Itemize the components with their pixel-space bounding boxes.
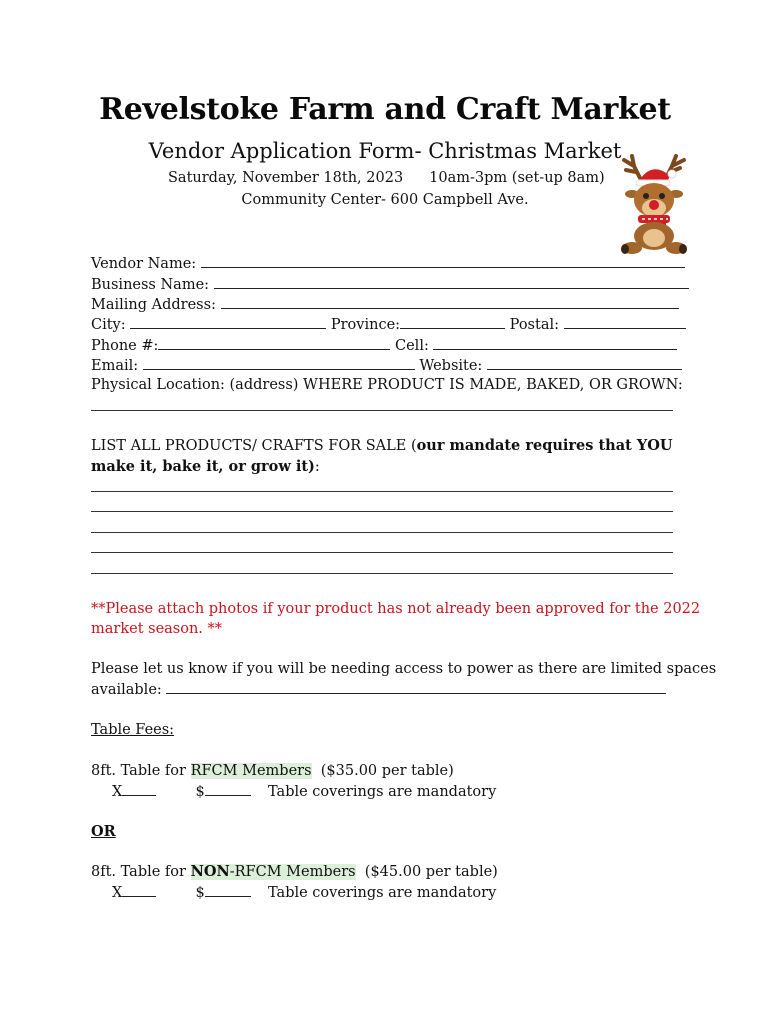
physical-location-label: Physical Location: (address) WHERE PRODUCT IS MADE, BAKED, OR GROWN: — [91, 377, 683, 393]
product-line-4[interactable] — [91, 552, 673, 553]
city-province-postal-row — [91, 314, 686, 335]
vendor-name-label: Vendor Name: — [91, 256, 197, 272]
email-blank[interactable] — [143, 355, 415, 370]
power-question-line-1: Please let us know if you will be needing access to power as there are limited spaces — [91, 661, 717, 677]
business-name-label: Business Name: — [91, 277, 210, 293]
member-quantity-blank[interactable] — [122, 781, 156, 796]
email-website-row — [91, 355, 682, 376]
table-fees-heading: Table Fees: — [91, 722, 175, 738]
non-member-dollar-label: $ — [195, 885, 205, 901]
mailing-address-blank[interactable] — [221, 294, 679, 309]
mailing-address-field[interactable] — [91, 294, 679, 315]
reindeer-icon — [612, 152, 698, 258]
vendor-name-blank[interactable] — [201, 253, 685, 268]
member-amount-blank[interactable] — [205, 781, 251, 796]
non-member-quantity-label: X — [112, 885, 123, 901]
power-available-label: available: — [91, 682, 162, 698]
business-name-blank[interactable] — [214, 274, 689, 289]
form-subtitle: Vendor Application Form- Christmas Market — [148, 139, 622, 163]
non-member-coverings-note: Table coverings are mandatory — [268, 885, 497, 901]
or-separator: OR — [91, 823, 116, 840]
product-line-1[interactable] — [91, 491, 673, 492]
product-line-2[interactable] — [91, 511, 673, 512]
non-member-table-prefix: 8ft. Table for — [91, 864, 191, 880]
vendor-name-field[interactable] — [91, 253, 685, 274]
postal-blank[interactable] — [564, 314, 686, 329]
non-member-table-line — [91, 862, 498, 882]
website-label: Website: — [419, 358, 483, 374]
product-line-5[interactable] — [91, 573, 673, 574]
photo-note-line-1: **Please attach photos if your product has not already been approved for the 2022 — [91, 601, 701, 617]
power-blank[interactable] — [166, 679, 666, 694]
phone-cell-row — [91, 335, 677, 356]
website-blank[interactable] — [487, 355, 682, 370]
products-label-line-1 — [91, 436, 672, 456]
power-question-line-2 — [91, 679, 666, 700]
product-line-3[interactable] — [91, 532, 673, 533]
non-member-price: ($45.00 per table) — [364, 864, 498, 880]
products-label-line-2 — [91, 457, 320, 477]
member-table-prefix: 8ft. Table for — [91, 763, 191, 779]
products-label-start: LIST ALL PRODUCTS/ CRAFTS FOR SALE ( — [91, 438, 417, 454]
postal-label: Postal: — [509, 317, 559, 333]
event-date: Saturday, November 18th, 2023 — [168, 170, 404, 186]
event-location: Community Center- 600 Campbell Ave. — [241, 192, 529, 208]
products-mandate-2: make it, bake it, or grow it) — [91, 458, 315, 475]
non-member-highlight-rest: -RFCM Members — [229, 864, 356, 880]
cell-blank[interactable] — [433, 335, 677, 350]
products-mandate-1: our mandate requires that YOU — [416, 437, 673, 454]
province-blank[interactable] — [400, 314, 505, 329]
province-label: Province: — [330, 317, 401, 333]
event-dateline — [168, 170, 605, 186]
member-quantity-label: X — [112, 784, 123, 800]
email-label: Email: — [91, 358, 139, 374]
member-dollar-label: $ — [195, 784, 205, 800]
event-time: 10am-3pm (set-up 8am) — [429, 170, 605, 186]
member-order-row — [112, 781, 496, 802]
member-highlight: RFCM Members — [190, 763, 312, 779]
non-member-order-row — [112, 882, 496, 903]
products-label-end: : — [314, 459, 320, 475]
city-blank[interactable] — [130, 314, 326, 329]
page-title: Revelstoke Farm and Craft Market — [99, 92, 671, 127]
member-table-line — [91, 761, 454, 781]
non-member-highlight-bold: NON — [190, 863, 230, 880]
member-price: ($35.00 per table) — [320, 763, 454, 779]
non-member-amount-blank[interactable] — [205, 882, 251, 897]
city-label: City: — [91, 317, 126, 333]
physical-location-blank[interactable] — [91, 410, 673, 411]
phone-label: Phone #: — [91, 338, 159, 354]
mailing-address-label: Mailing Address: — [91, 297, 216, 313]
photo-note-line-2: market season. ** — [91, 621, 223, 637]
business-name-field[interactable] — [91, 274, 689, 295]
cell-label: Cell: — [395, 338, 429, 354]
non-member-quantity-blank[interactable] — [122, 882, 156, 897]
phone-blank[interactable] — [158, 335, 390, 350]
member-coverings-note: Table coverings are mandatory — [268, 784, 497, 800]
